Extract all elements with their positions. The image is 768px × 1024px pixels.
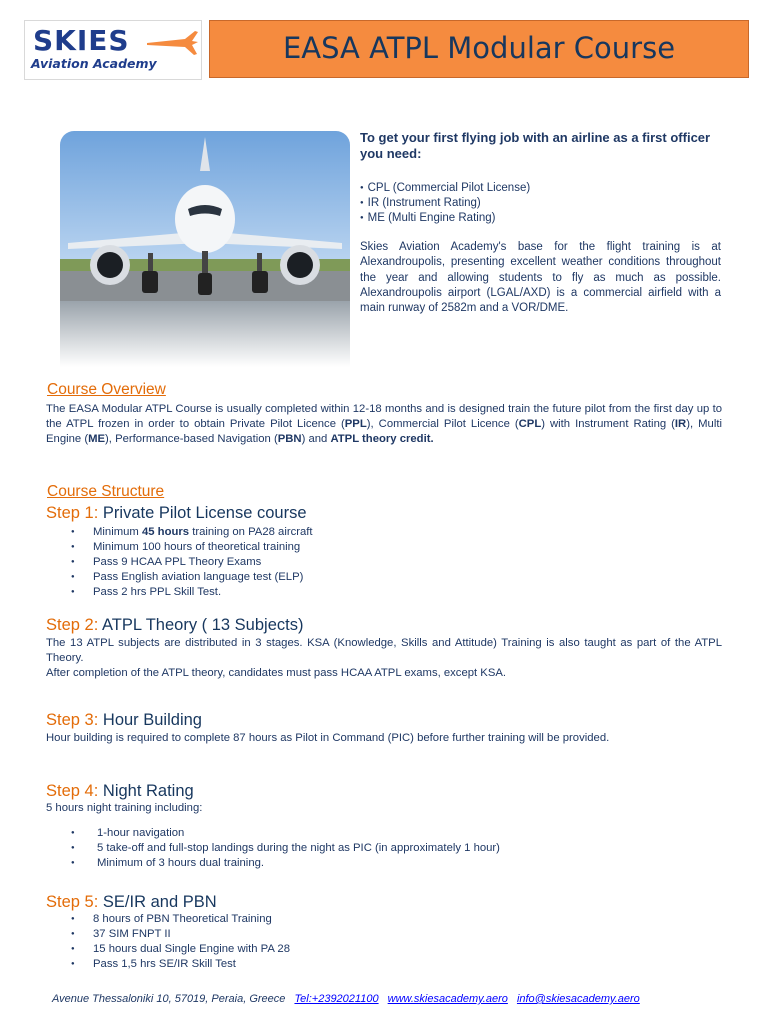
text-run: ) with Instrument Rating ( — [541, 418, 675, 430]
page-title: EASA ATPL Modular Course — [282, 31, 676, 65]
text-run: The EASA Modular ATPL Course is usually completed within 12-18 months and is designed train the future pilot from the first day up to the ATPL frozen in order to obtain Private Pilot Licence ( — [46, 403, 722, 430]
step-name: SE/IR and PBN — [102, 893, 217, 911]
step-3-heading: Step 3: Hour Building — [46, 711, 202, 729]
step-1-heading: Step 1: Private Pilot License course — [46, 504, 307, 522]
step-name: Hour Building — [102, 711, 202, 729]
text-run: After completion of the ATPL theory, candidates must pass HCAA ATPL exams, except KSA. — [46, 667, 507, 679]
text-run: ATPL theory credit. — [330, 433, 434, 445]
list-item: ● Minimum of 3 hours dual training. — [71, 856, 500, 871]
step-2-heading: Step 2: ATPL Theory ( 13 Subjects) — [46, 616, 304, 634]
step-name: Night Rating — [102, 782, 194, 800]
list-item: ● 1-hour navigation — [71, 826, 500, 841]
website-link[interactable]: www.skiesacademy.aero — [387, 993, 508, 1005]
step-5-list — [71, 912, 290, 972]
base-description: Skies Aviation Academy's base for the flight training is at Alexandroupolis, presenting excellent weather conditions throughout the year and allowing students to fly as much as possible. Alexandroupolis airport (LGAL/AXD) is a commercial airfield with a main runway of 2582m and a VOR/DME. — [360, 241, 721, 315]
list-item: ● CPL (Commercial Pilot License) — [360, 181, 730, 196]
list-item: ● 15 hours dual Single Engine with PA 28 — [71, 942, 290, 957]
text-run: The 13 ATPL subjects are distributed in 3 stages. KSA (Knowledge, Skills and Attitude) Training is also taught as part of the ATPL Theory. — [46, 637, 722, 664]
text-run: PPL — [344, 418, 367, 430]
text-run: training on PA28 aircraft — [189, 526, 313, 538]
plane-logo-icon — [145, 25, 199, 59]
text-run: Minimum — [93, 526, 142, 538]
text-run: IR — [674, 418, 687, 430]
step-name: ATPL Theory ( 13 Subjects) — [102, 616, 304, 634]
step-number: Step 1 — [46, 504, 94, 522]
text-run: ), Commercial Pilot Licence ( — [366, 418, 519, 430]
course-overview-text — [46, 402, 722, 447]
step-2-text — [46, 636, 722, 681]
step-name: Private Pilot License course — [102, 504, 307, 522]
step-4-heading: Step 4: Night Rating — [46, 782, 194, 800]
text-run: CPL — [518, 418, 542, 430]
intro-heading: To get your first flying job with an airline as a first officer you need: — [360, 130, 711, 161]
list-item: ● Pass 9 HCAA PPL Theory Exams — [71, 555, 313, 570]
footer-address: Avenue Thessaloniki 10, 57019, Peraia, Greece — [52, 993, 286, 1005]
step-3-text: Hour building is required to complete 87 hours as Pilot in Command (PIC) before further training will be provided. — [46, 732, 610, 744]
list-item: ● ME (Multi Engine Rating) — [360, 211, 730, 226]
list-item: ● Pass 1,5 hrs SE/IR Skill Test — [71, 957, 290, 972]
list-item: ● Pass 2 hrs PPL Skill Test. — [71, 585, 313, 600]
step-number: Step 3 — [46, 711, 94, 729]
phone-link[interactable]: Tel:+2392021100 — [294, 993, 379, 1005]
list-item: ● 8 hours of PBN Theoretical Training — [71, 912, 290, 927]
list-item: ● IR (Instrument Rating) — [360, 196, 730, 211]
course-structure-heading: Course Structure — [47, 483, 165, 500]
text-run: 45 hours — [141, 526, 190, 538]
step-4-text: 5 hours night training including: — [46, 802, 203, 814]
footer — [52, 993, 752, 1005]
text-run: ) and — [301, 433, 331, 445]
list-item: ● 5 take-off and full-stop landings during the night as PIC (in approximately 1 hour) — [71, 841, 500, 856]
list-item: ● 37 SIM FNPT II — [71, 927, 290, 942]
step-number: Step 4 — [46, 782, 94, 800]
text-run: ), Multi Engine ( — [46, 418, 722, 445]
step-number: Step 5 — [46, 893, 94, 911]
text-run: PBN — [277, 433, 302, 445]
list-item: ● Minimum 100 hours of theoretical training — [71, 540, 313, 555]
logo-wordmark: SKIES — [33, 24, 130, 57]
list-item — [71, 525, 313, 540]
list-item: ● Pass English aviation language test (ELP) — [71, 570, 313, 585]
email-link[interactable]: info@skiesacademy.aero — [516, 993, 640, 1005]
step-5-heading: Step 5: SE/IR and PBN — [46, 893, 217, 911]
academy-logo — [24, 20, 202, 80]
logo-subtitle: Aviation Academy — [31, 56, 157, 71]
step-1-list — [71, 525, 313, 600]
text-run: ), Performance-based Navigation ( — [105, 433, 278, 445]
text-run: ME — [88, 433, 106, 445]
page-title-bar — [209, 20, 749, 78]
requirements-list — [360, 181, 730, 226]
course-overview-heading: Course Overview — [47, 381, 166, 398]
step-number: Step 2 — [46, 616, 94, 634]
airplane-photo — [60, 131, 350, 367]
step-4-list — [71, 826, 500, 871]
